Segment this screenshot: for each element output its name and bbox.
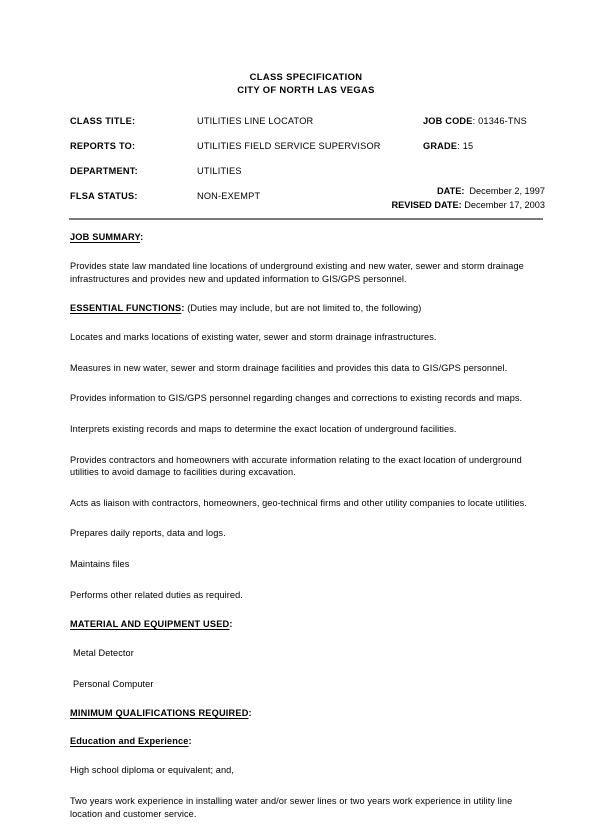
revised-date-label: REVISED DATE: [391,199,462,210]
date-block [391,185,545,212]
essential-function-item: Performs other related duties as required. [70,589,243,600]
meta-label-reports-to: REPORTS TO: [70,141,136,151]
section-heading-material-equipment [70,619,546,629]
date-label: DATE: [437,186,465,196]
section-heading-essential-functions-colon: : [181,303,185,314]
document-title-line-1: CLASS SPECIFICATION [249,71,363,82]
subheading-education-and-experience-colon: : [188,736,192,747]
essential-function-item: Interprets existing records and maps to determine the exact location of underground facilities. [70,423,457,434]
essential-function-item: Measures in new water, sewer and storm drainage facilities and provides this data to GIS/GPS personnel. [70,362,508,373]
date-value: December 2, 1997 [469,186,545,196]
meta-row-class-title [70,116,546,141]
material-equipment-item: Metal Detector [73,648,134,659]
meta-label-department: DEPARTMENT: [70,166,138,176]
meta-right-grade: GRADE: 15 [423,141,474,151]
meta-right-job-code: JOB CODE: 01346-TNS [423,116,527,126]
material-equipment-item: Personal Computer [73,678,154,689]
experience-requirement-paragraph: Two years work experience in installing water and/or sewer lines or two years work experience in utility line location and customer service. [70,795,513,819]
meta-value-flsa-status: NON-EXEMPT [197,191,261,201]
document-title-line-2: CITY OF NORTH LAS VEGAS [237,84,375,95]
essential-function-item: Provides contractors and homeowners with accurate information relating to the exact location of underground utilities to avoid damage to facilities during excavation. [70,454,522,478]
meta-right-label-grade: GRADE [423,141,458,151]
section-heading-job-summary-colon: : [140,232,144,242]
meta-row-reports-to [70,141,546,166]
revised-date-value: December 17, 2003 [464,199,545,210]
date-row [391,185,545,199]
section-heading-essential-functions-note: (Duties may include, but are not limited to, the following) [184,303,422,314]
document-body [70,232,546,838]
header-divider-rule [69,218,543,220]
essential-function-item: Provides information to GIS/GPS personnel regarding changes and corrections to existing records and maps. [70,393,523,404]
meta-right-label-job-code: JOB CODE [423,116,473,126]
essential-function-item: Prepares daily reports, data and logs. [70,528,226,539]
meta-label-class-title: CLASS TITLE: [70,116,136,126]
meta-right-value-grade: 15 [462,141,474,151]
essential-function-item: Locates and marks locations of existing water, sewer and storm drainage infrastructures. [70,332,437,343]
section-heading-essential-functions-text: ESSENTIAL FUNCTIONS [70,303,182,314]
meta-value-reports-to: UTILITIES FIELD SERVICE SUPERVISOR [197,141,381,151]
job-summary-paragraph: Provides state law mandated line locations of underground existing and new water, sewer and storm drainage infrastructures and provides new and updated information to GIS/GPS personnel. [70,261,524,284]
section-heading-job-summary [70,232,546,242]
revised-date-row [391,199,545,213]
essential-function-item: Acts as liaison with contractors, homeowners, geo-technical firms and other utility companies to locate utilities. [70,497,527,508]
section-heading-job-summary-text: JOB SUMMARY [70,232,141,242]
section-heading-material-equipment-colon: : [229,619,233,630]
essential-function-item: Maintains files [70,558,130,569]
meta-label-flsa-status: FLSA STATUS: [70,191,138,201]
meta-right-value-job-code: 01346-TNS [478,116,527,126]
section-heading-material-equipment-text: MATERIAL AND EQUIPMENT USED [70,619,230,630]
section-heading-minimum-qualifications [70,708,546,718]
section-heading-minimum-qualifications-colon: : [248,708,252,719]
meta-value-department: UTILITIES [197,166,242,176]
subheading-education-and-experience-text: Education and Experience [70,736,189,747]
section-heading-essential-functions [70,303,546,313]
subheading-education-and-experience [70,736,546,746]
document-title-block [0,70,612,96]
education-requirement-paragraph: High school diploma or equivalent; and, [70,765,234,776]
section-heading-minimum-qualifications-text: MINIMUM QUALIFICATIONS REQUIRED [70,708,249,719]
meta-value-class-title: UTILITIES LINE LOCATOR [197,116,314,126]
